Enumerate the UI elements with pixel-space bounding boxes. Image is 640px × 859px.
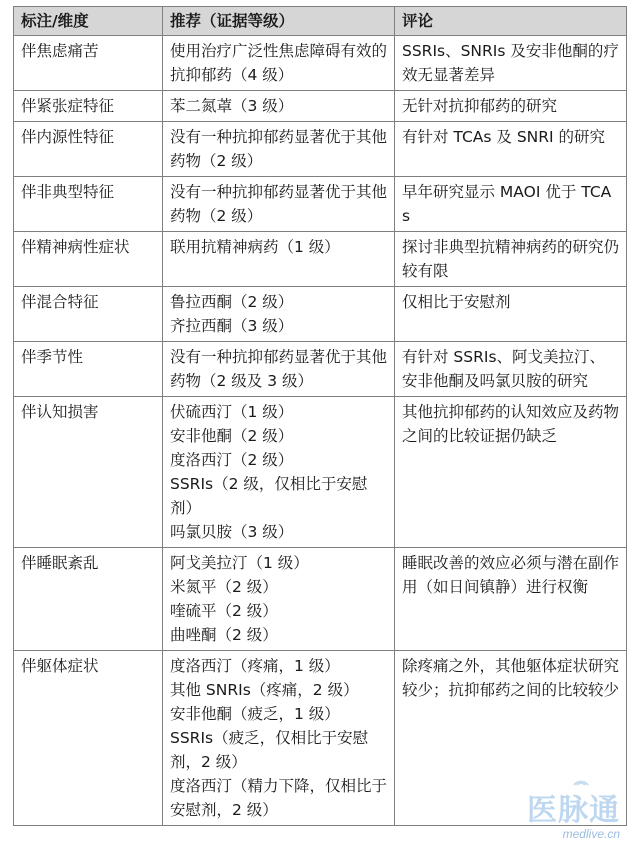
recommendation-cell (163, 122, 395, 177)
table-body (14, 36, 627, 826)
recommendation-cell (163, 342, 395, 397)
table-row (14, 548, 627, 651)
recommendation-cell (163, 548, 395, 651)
comment-cell: 仅相比于安慰剂 (395, 287, 627, 342)
recommendation-cell (163, 177, 395, 232)
recommendation-item: 米氮平（2 级） (170, 578, 278, 596)
recommendation-cell (163, 91, 395, 122)
recommendation-item: SSRIs（2 级，仅相比于安慰剂） (170, 475, 368, 517)
comment-cell: 其他抗抑郁药的认知效应及药物之间的比较证据仍缺乏 (395, 397, 627, 548)
recommendation-table (13, 6, 627, 826)
table-row (14, 397, 627, 548)
recommendation-item: 使用治疗广泛性焦虑障碍有效的抗抑郁药（4 级） (170, 42, 388, 84)
specifier-cell: 伴季节性 (14, 342, 163, 397)
watermark-url: medlive.cn (562, 827, 620, 841)
recommendation-item: 度洛西汀（2 级） (170, 451, 294, 469)
recommendation-cell (163, 287, 395, 342)
comment-cell: 有针对 SSRIs、阿戈美拉汀、安非他酮及吗氯贝胺的研究 (395, 342, 627, 397)
comment-cell: 无针对抗抑郁药的研究 (395, 91, 627, 122)
table-row (14, 91, 627, 122)
recommendation-item: 吗氯贝胺（3 级） (170, 523, 294, 541)
header-specifier: 标注/维度 (14, 7, 163, 36)
recommendation-item: 没有一种抗抑郁药显著优于其他药物（2 级） (170, 128, 388, 170)
specifier-cell: 伴紧张症特征 (14, 91, 163, 122)
watermark (478, 779, 628, 849)
table-row (14, 342, 627, 397)
comment-cell: 早年研究显示 MAOI 优于 TCAs (395, 177, 627, 232)
table-row (14, 287, 627, 342)
recommendation-item: 阿戈美拉汀（1 级） (170, 554, 309, 572)
table-row (14, 177, 627, 232)
recommendation-item: 没有一种抗抑郁药显著优于其他药物（2 级及 3 级） (170, 348, 388, 390)
recommendation-item: 安非他酮（2 级） (170, 427, 294, 445)
recommendation-item: 其他 SNRIs（疼痛，2 级） (170, 681, 359, 699)
recommendation-item: 安非他酮（疲乏，1 级） (170, 705, 340, 723)
comment-cell: 睡眠改善的效应必须与潜在副作用（如日间镇静）进行权衡 (395, 548, 627, 651)
recommendation-item: 度洛西汀（精力下降，仅相比于安慰剂，2 级） (170, 777, 388, 819)
recommendation-item: 苯二氮䓬（3 级） (170, 97, 294, 115)
specifier-cell: 伴焦虑痛苦 (14, 36, 163, 91)
header-recommendation: 推荐（证据等级） (163, 7, 395, 36)
table-header-row (14, 7, 627, 36)
specifier-cell: 伴内源性特征 (14, 122, 163, 177)
recommendation-item: 没有一种抗抑郁药显著优于其他药物（2 级） (170, 183, 388, 225)
comment-cell: 除疼痛之外，其他躯体症状研究较少；抗抑郁药之间的比较较少 (395, 651, 627, 826)
recommendation-cell (163, 36, 395, 91)
recommendation-item: 度洛西汀（疼痛，1 级） (170, 657, 340, 675)
recommendation-item: 联用抗精神病药（1 级） (170, 238, 340, 256)
recommendation-item: 鲁拉西酮（2 级） (170, 293, 294, 311)
recommendation-item: SSRIs（疲乏，仅相比于安慰剂，2 级） (170, 729, 369, 771)
specifier-cell: 伴认知损害 (14, 397, 163, 548)
comment-cell: 有针对 TCAs 及 SNRI 的研究 (395, 122, 627, 177)
specifier-cell: 伴非典型特征 (14, 177, 163, 232)
table-row (14, 36, 627, 91)
comment-cell: 探讨非典型抗精神病药的研究仍较有限 (395, 232, 627, 287)
specifier-cell: 伴躯体症状 (14, 651, 163, 826)
recommendation-table-container (13, 6, 626, 826)
recommendation-cell (163, 651, 395, 826)
specifier-cell: 伴睡眠紊乱 (14, 548, 163, 651)
recommendation-item: 齐拉西酮（3 级） (170, 317, 294, 335)
recommendation-cell (163, 397, 395, 548)
table-row (14, 232, 627, 287)
table-row (14, 122, 627, 177)
header-comment: 评论 (395, 7, 627, 36)
specifier-cell: 伴精神病性症状 (14, 232, 163, 287)
recommendation-cell (163, 232, 395, 287)
recommendation-item: 喹硫平（2 级） (170, 602, 278, 620)
recommendation-item: 曲唑酮（2 级） (170, 626, 278, 644)
watermark-logo: 医脉通 (527, 793, 620, 828)
recommendation-item: 伏硫西汀（1 级） (170, 403, 294, 421)
comment-cell: SSRIs、SNRIs 及安非他酮的疗效无显著差异 (395, 36, 627, 91)
specifier-cell: 伴混合特征 (14, 287, 163, 342)
